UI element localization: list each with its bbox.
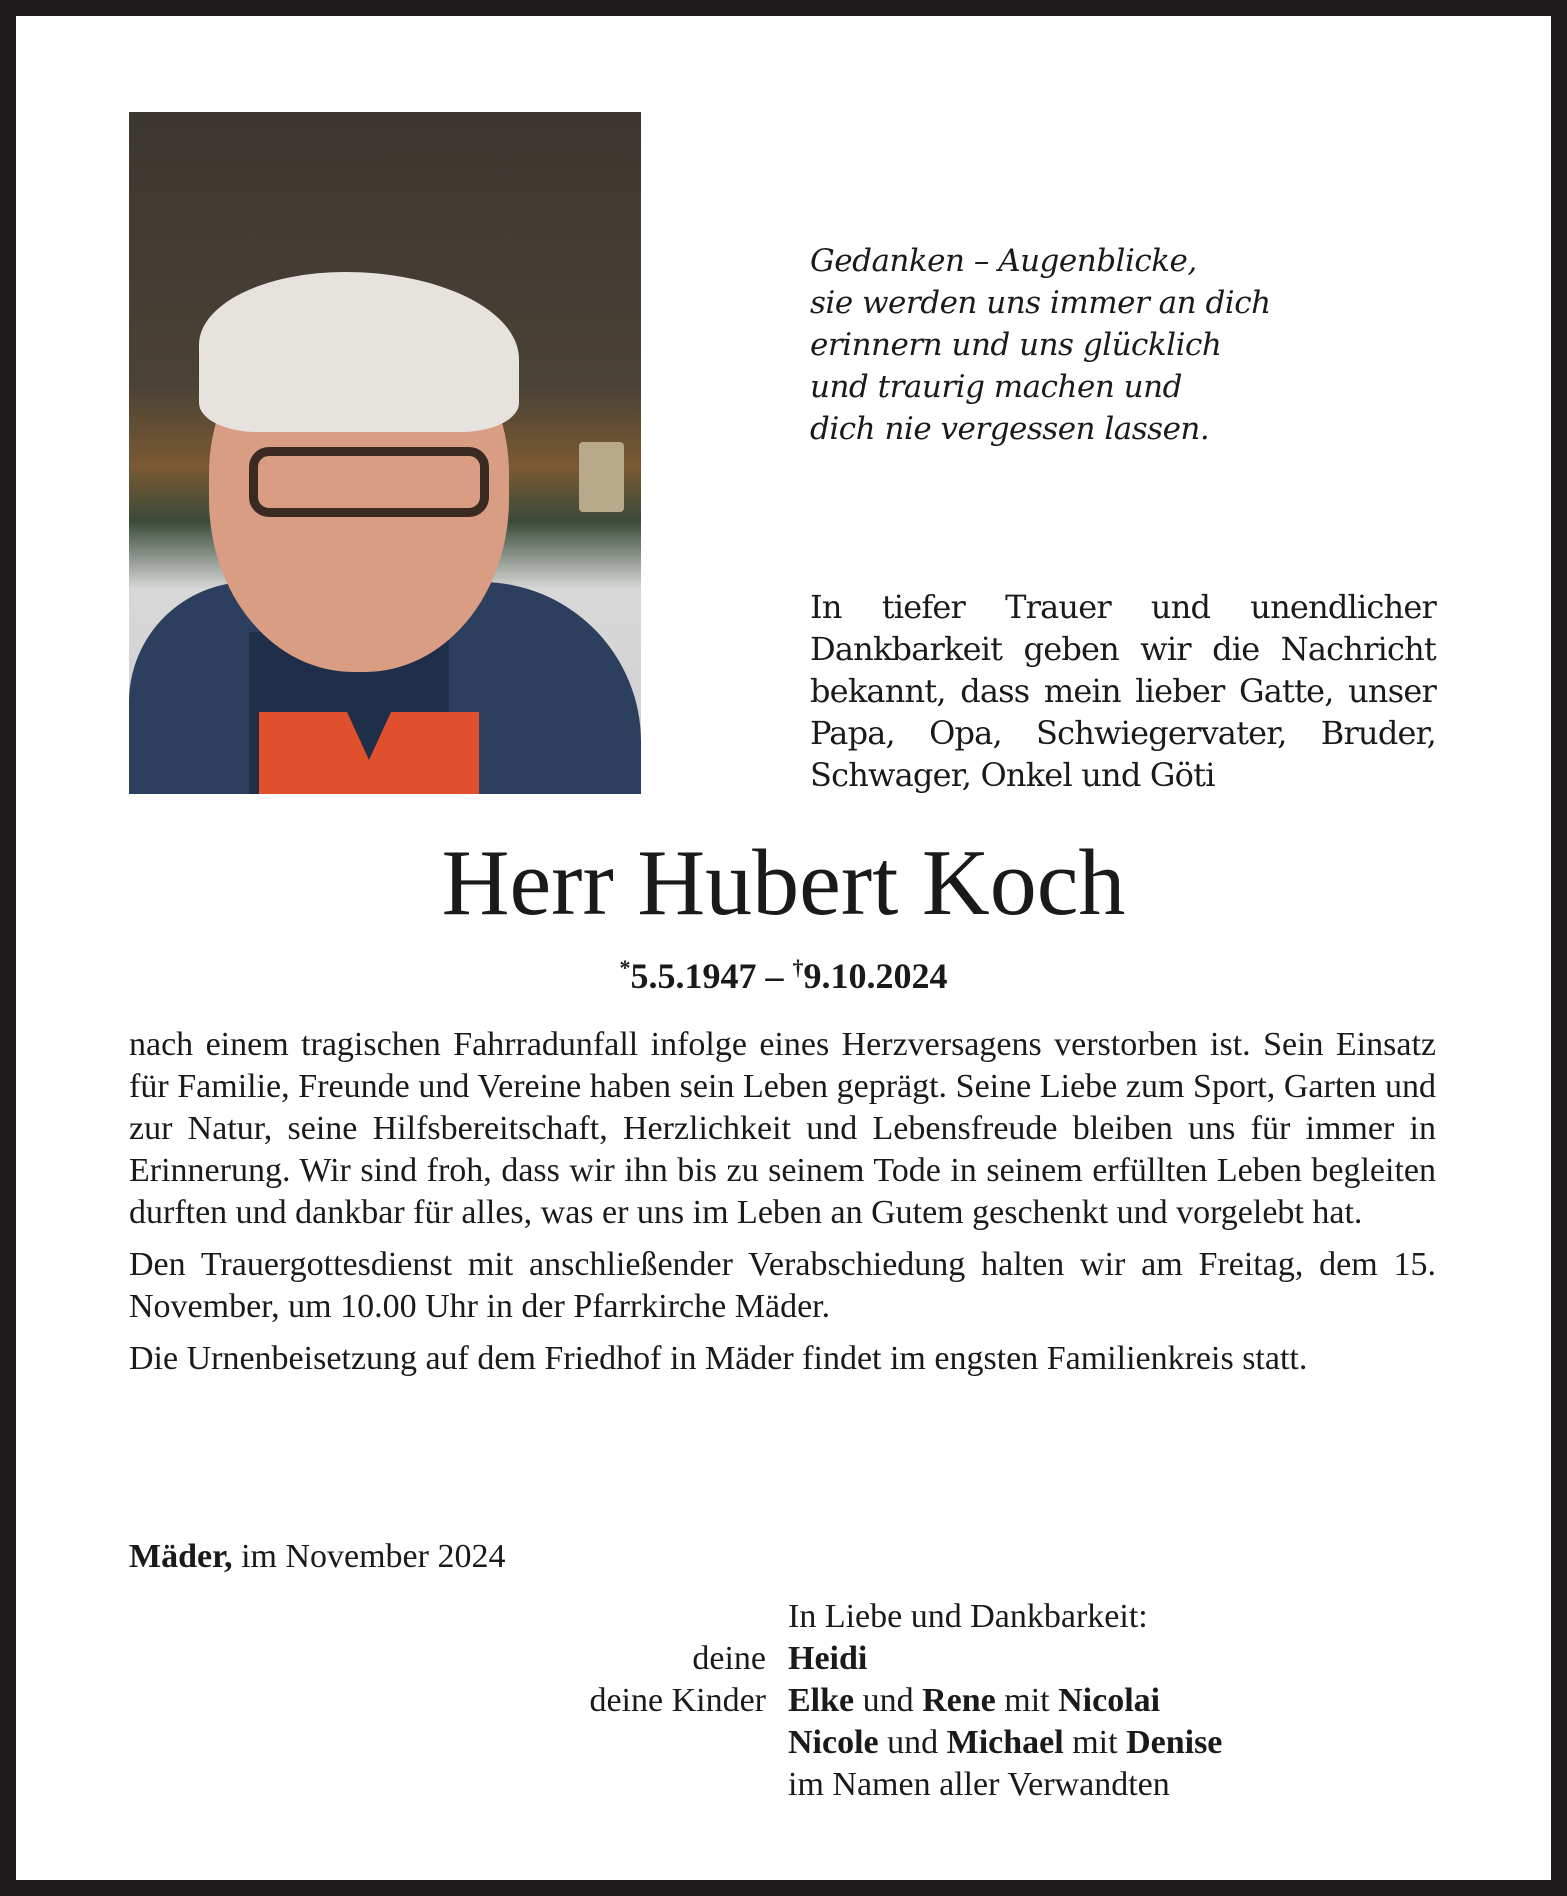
- connector: mit: [1063, 1724, 1127, 1761]
- signature-heading: In Liebe und Dankbarkeit:: [788, 1598, 1148, 1635]
- funeral-details: Den Trauergottesdienst mit anschließender Verabschiedung halten wir am Freitag, dem 15. November, um 10.00 Uhr in der Pfarrkirche Mäder.: [129, 1246, 1436, 1325]
- date-separator: –: [756, 956, 793, 996]
- place-city: Mäder,: [129, 1538, 233, 1575]
- death-date: 9.10.2024: [803, 956, 948, 996]
- burial-details: Die Urnenbeisetzung auf dem Friedhof in Mäder findet im engsten Familienkreis statt.: [129, 1340, 1308, 1377]
- birth-date: 5.5.1947: [630, 956, 757, 996]
- child-name: Elke: [788, 1682, 855, 1719]
- memorial-quote: Gedanken – Augenblicke, sie werden uns immer an dich erinnern und uns glücklich und traurig machen und dich nie vergessen lassen.: [810, 243, 1271, 447]
- candle: [579, 442, 624, 512]
- body-paragraph: nach einem tragischen Fahrradunfall infolge eines Herzversagens verstorben ist. Sein Einsatz für Familie, Freunde und Vereine haben sein Leben geprägt. Seine Liebe zum Sport, Garten und zur Natur, seine Hilfsbereitschaft, Herzlichkeit und Lebensfreude bleiben uns für immer in Erinnerung. Wir sind froh, dass wir ihn bis zu seinem Tode in seinem erfüllten Leben begleiten durften und dankbar für alles, was er uns im Leben an Gutem geschenkt und vorgelebt hat.: [129, 1026, 1436, 1231]
- deceased-name: Herr Hubert Koch: [441, 831, 1126, 935]
- children-line-1: [788, 1680, 1567, 1722]
- children-label: deine Kinder: [589, 1682, 766, 1719]
- place-date: [129, 1538, 505, 1576]
- glasses: [249, 447, 489, 517]
- connector: und: [854, 1682, 923, 1719]
- connector: und: [878, 1724, 947, 1761]
- signature-footer: im Namen aller Verwandten: [788, 1766, 1170, 1803]
- connector: mit: [995, 1682, 1059, 1719]
- place-month: im November 2024: [232, 1538, 506, 1575]
- grandchild-name: Denise: [1126, 1724, 1223, 1761]
- child-name: Nicole: [788, 1724, 879, 1761]
- wife-label: deine: [692, 1640, 766, 1677]
- death-symbol: †: [792, 955, 804, 980]
- obituary-body: [129, 1024, 1436, 1390]
- life-dates: [0, 955, 1567, 997]
- partner-name: Michael: [946, 1724, 1064, 1761]
- birth-symbol: *: [619, 955, 631, 980]
- grandchild-name: Nicolai: [1058, 1682, 1161, 1719]
- announcement-text: In tiefer Trauer und unendlicher Dankbarkeit geben wir die Nachricht bekannt, dass mein lieber Gatte, unser Papa, Opa, Schwiegervater, Bruder, Schwager, Onkel und Göti: [810, 588, 1436, 794]
- partner-name: Rene: [922, 1682, 996, 1719]
- signature-block: [0, 1596, 1567, 1806]
- wife-name: Heidi: [788, 1640, 868, 1677]
- portrait-photo: [129, 112, 641, 794]
- hair: [199, 272, 519, 432]
- children-line-2: [788, 1722, 1567, 1764]
